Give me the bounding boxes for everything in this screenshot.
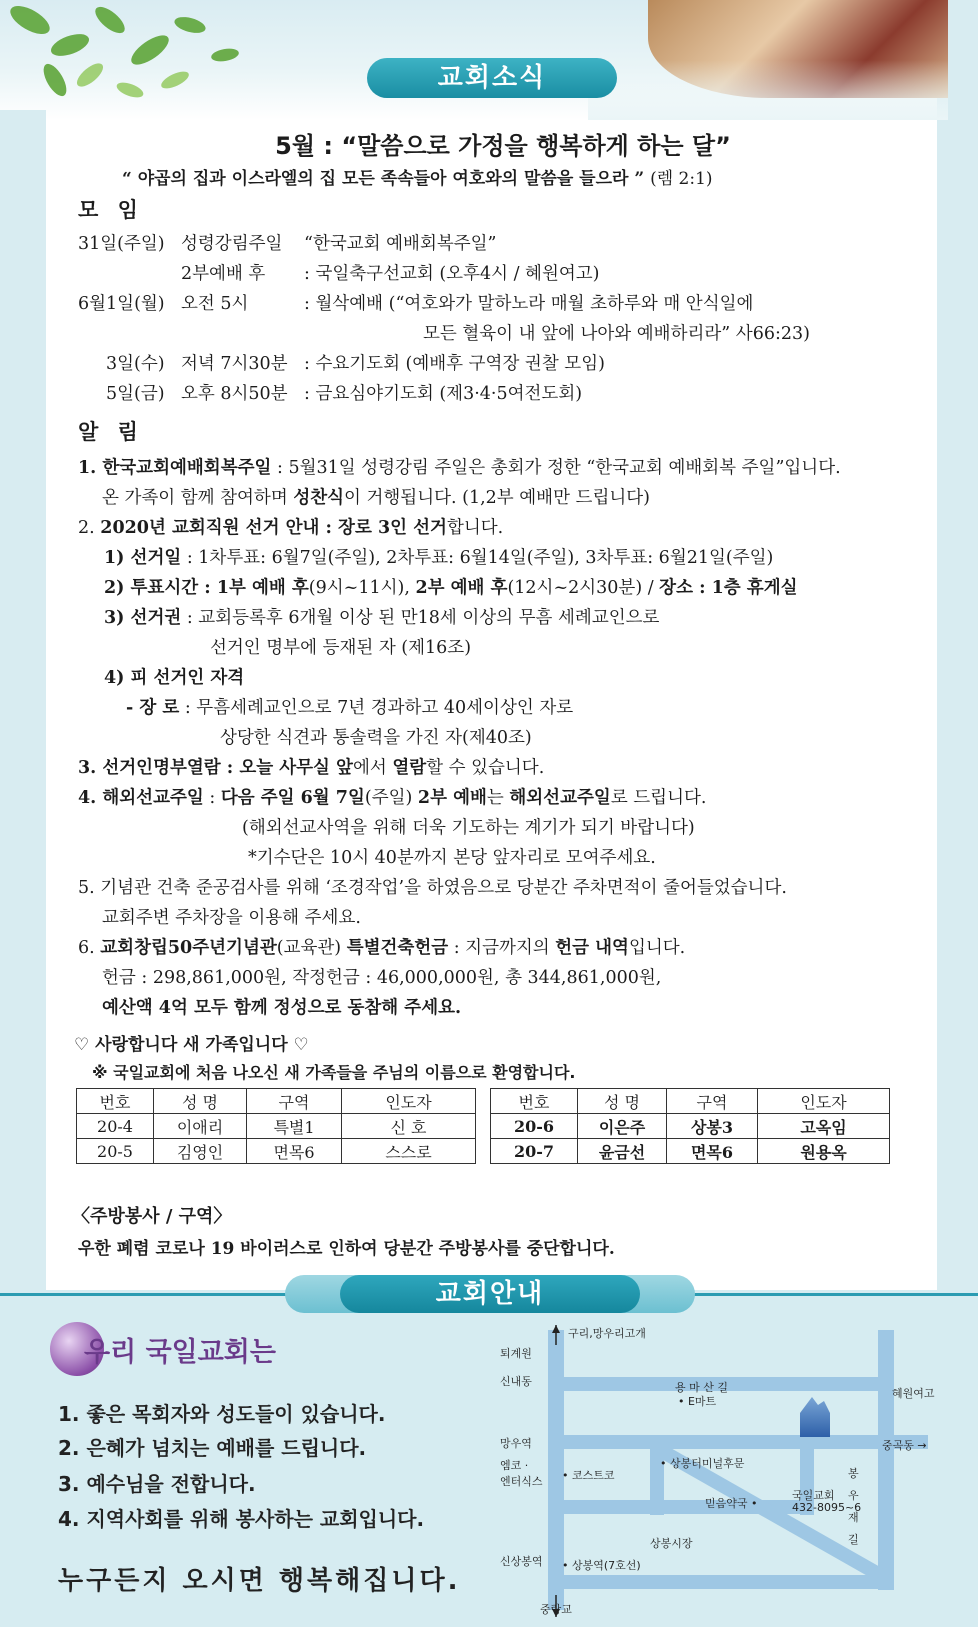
- notice-text: (주일): [364, 788, 418, 808]
- table-cell: 특별1: [247, 1114, 342, 1139]
- notice-6c: 예산액 4억 모두 함께 정성으로 동참해 주세요.: [102, 998, 462, 1018]
- notice-2-4a: [126, 694, 573, 719]
- meeting-time: 오전 5시: [181, 294, 249, 314]
- notice-4: [78, 784, 706, 809]
- table-cell: 스스로: [342, 1139, 476, 1164]
- table-cell: 이애리: [154, 1114, 247, 1139]
- map-label: 상봉시장: [650, 1537, 693, 1550]
- table-row: [77, 1139, 476, 1164]
- notice-text: 는: [486, 788, 510, 808]
- table-cell: 이은주: [578, 1114, 667, 1139]
- header-cell: 성 명: [578, 1089, 667, 1114]
- meeting-desc: : 국일축구선교회 (오후4시 / 혜원여고): [304, 264, 600, 284]
- notice-text: 에서: [352, 758, 393, 778]
- notice-bold: 2020년 교회직원 선거 안내 : 장로 3인 선거: [100, 518, 447, 538]
- notice-6b: 헌금 : 298,861,000원, 작정헌금 : 46,000,000원, 총 344,861,000원,: [102, 968, 662, 988]
- notice-bold: 해외선교주일: [509, 788, 611, 808]
- meeting-time: 2부예배 후: [181, 264, 266, 284]
- table-cell: 20-5: [77, 1139, 154, 1164]
- notice-text: 할 수 있습니다.: [426, 758, 545, 778]
- leaves-decoration: [0, 0, 280, 110]
- meeting-desc: 모든 혈육이 내 앞에 나아와 예배하리라” 사66:23): [423, 324, 810, 344]
- map-label: 신내동: [500, 1375, 532, 1388]
- intro-item: 4. 지역사회를 위해 봉사하는 교회입니다.: [58, 1507, 425, 1531]
- notice-2-2: [104, 574, 798, 599]
- kitchen-heading: 〈주방봉사 / 구역〉: [72, 1206, 232, 1227]
- notice-6: [78, 934, 685, 959]
- notice-bold: 2부 예배: [417, 788, 487, 808]
- notice-bold: 1. 한국교회예배회복주일: [78, 458, 272, 478]
- map-label: 혜원여고: [892, 1387, 935, 1400]
- map-label: 용 마 산 길: [675, 1381, 728, 1394]
- notice-text: 로 드립니다.: [610, 788, 707, 808]
- notice-bold: 다음 주일 6월 7일: [220, 788, 365, 808]
- meeting-time: 저녁 7시30분: [181, 354, 288, 374]
- map-label: • 상봉역(7호선): [562, 1559, 641, 1572]
- notice-text: : 지금까지의: [448, 938, 556, 958]
- map-label: 엠코 · 엔터식스: [500, 1459, 543, 1488]
- notice-bold: 3. 선거인명부열람 : 오늘 사무실 앞: [78, 758, 353, 778]
- table-cell: 김영인: [154, 1139, 247, 1164]
- header-cell: 번호: [77, 1089, 154, 1114]
- notice-1b: [102, 484, 650, 509]
- map-label: 퇴계원: [500, 1347, 532, 1360]
- map-label: • E마트: [678, 1395, 717, 1408]
- notice-text: (12시~2시30분) /: [507, 578, 660, 598]
- notice-text: 입니다.: [628, 938, 686, 958]
- notice-text: : 무흠세례교인으로 7년 경과하고 40세이상인 자로: [179, 698, 574, 718]
- notice-text: : 교회등록후 6개월 이상 된 만18세 이상의 무흠 세례교인으로: [181, 608, 660, 628]
- table-header-row: [491, 1089, 890, 1114]
- meetings-heading: 모 임: [78, 198, 144, 222]
- newcomers-heading: ♡ 사랑합니다 새 가족입니다 ♡: [74, 1035, 309, 1055]
- meeting-date: 6월1일(월): [78, 294, 165, 314]
- notice-bold: 3) 선거권: [104, 608, 182, 628]
- map-label: 구리,망우리고개: [568, 1327, 646, 1340]
- kitchen-text: 우한 폐렴 코로나 19 바이러스로 인하여 당분간 주방봉사를 중단합니다.: [78, 1239, 615, 1259]
- intro-item: 2. 은혜가 넘치는 예배를 드립니다.: [58, 1436, 367, 1460]
- notice-text: 합니다.: [446, 518, 504, 538]
- notice-bold: 열람: [392, 758, 427, 778]
- notice-bold: 2) 투표시간 : 1부 예배 후: [104, 578, 309, 598]
- map-label: • 상봉터미널후문: [660, 1457, 745, 1470]
- notice-text: 이 거행됩니다. (1,2부 예배만 드립니다): [344, 488, 650, 508]
- header-cell: 인도자: [342, 1089, 476, 1114]
- notice-text: :: [203, 788, 221, 808]
- notice-5: 5. 기념관 건축 준공검사를 위해 ‘조경작업’을 하였음으로 당분간 주차면적이 줄어들었습니다.: [78, 878, 787, 898]
- table-row: [491, 1114, 890, 1139]
- location-map: [500, 1325, 945, 1620]
- meeting-desc: : 수요기도회 (예배후 구역장 권찰 모임): [304, 354, 605, 374]
- table-row: [491, 1139, 890, 1164]
- notice-bold: - 장 로: [126, 698, 180, 718]
- table-header-row: [77, 1089, 476, 1114]
- notice-1: [78, 454, 841, 479]
- left-border: [0, 110, 46, 1290]
- notice-bold: 성찬식: [293, 488, 345, 508]
- notice-4c: *기수단은 10시 40분까지 본당 앞자리로 모여주세요.: [248, 848, 656, 868]
- meeting-desc: “한국교회 예배회복주일”: [304, 234, 497, 254]
- notice-bold: 특별건축헌금: [346, 938, 449, 958]
- meeting-date: 31일(주일): [78, 234, 165, 254]
- table-cell: 20-7: [491, 1139, 578, 1164]
- verse-ref: (렘 2:1): [650, 169, 713, 189]
- notice-2-1: [104, 544, 773, 569]
- verse-text: “ 야곱의 집과 이스라엘의 집 모든 족속들아 여호와의 말씀을 들으라 ”: [122, 169, 645, 189]
- table-cell: 면목6: [667, 1139, 758, 1164]
- notice-text: 6.: [78, 938, 101, 958]
- photo-fade: [588, 60, 948, 120]
- map-label: 믿음약국 •: [705, 1497, 758, 1510]
- notice-2-4: 4) 피 선거인 자격: [104, 668, 245, 688]
- meeting-desc: : 월삭예배 (“여호와가 말하노라 매월 초하루와 매 안식일에: [304, 294, 754, 314]
- notice-text: (교육관): [276, 938, 347, 958]
- notice-bold: 2부 예배 후: [415, 578, 508, 598]
- meeting-date: 3일(수): [106, 354, 165, 374]
- map-label: 망우역: [500, 1437, 532, 1450]
- notice-bold: 1) 선거일: [104, 548, 182, 568]
- header-cell: 번호: [491, 1089, 578, 1114]
- table-cell: 20-6: [491, 1114, 578, 1139]
- newcomers-table-left: [76, 1088, 476, 1164]
- map-label: 중랑교: [540, 1603, 572, 1616]
- notice-3: [78, 754, 544, 779]
- map-label: 국일교회: [792, 1489, 835, 1502]
- table-cell: 윤금선: [578, 1139, 667, 1164]
- meeting-time: 성령강림주일: [181, 234, 283, 254]
- notice-text: (9시~11시),: [308, 578, 416, 598]
- section-title-info: 교회안내: [340, 1275, 640, 1313]
- header-cell: 인도자: [758, 1089, 890, 1114]
- table-cell: 신 호: [342, 1114, 476, 1139]
- table-cell: 상봉3: [667, 1114, 758, 1139]
- notice-2-3: [104, 604, 659, 629]
- intro-item: 1. 좋은 목회자와 성도들이 있습니다.: [58, 1402, 386, 1426]
- notice-bold: 4. 해외선교주일: [78, 788, 204, 808]
- month-title: 5월 : “말씀으로 가정을 행복하게 하는 달”: [275, 132, 731, 160]
- newcomers-table-right: [490, 1088, 890, 1164]
- meeting-time: 오후 8시50분: [181, 384, 288, 404]
- notices-heading: 알 림: [78, 420, 144, 444]
- map-label: • 코스트코: [562, 1469, 615, 1482]
- notice-bold: 장소 : 1층 휴게실: [659, 578, 798, 598]
- table-cell: 고옥임: [758, 1114, 890, 1139]
- notice-text: : 1차투표: 6월7일(주일), 2차투표: 6월14일(주일), 3차투표: 6월21일(주일): [181, 548, 774, 568]
- notice-bold: 교회창립50주년기념관: [100, 938, 277, 958]
- notice-bold: 헌금 내역: [555, 938, 629, 958]
- map-label: 신상봉역: [500, 1555, 543, 1568]
- intro-item: 3. 예수님을 전합니다.: [58, 1472, 256, 1496]
- table-cell: 20-4: [77, 1114, 154, 1139]
- header-cell: 성 명: [154, 1089, 247, 1114]
- slogan: 누구든지 오시면 행복해집니다.: [58, 1566, 461, 1596]
- notice-2: [78, 514, 503, 539]
- table-row: [77, 1114, 476, 1139]
- map-label: 432-8095~6: [792, 1501, 862, 1514]
- right-border: [937, 0, 978, 1290]
- notice-text: : 5월31일 성령강림 주일은 총회가 정한 “한국교회 예배회복 주일”입니다.: [271, 458, 841, 478]
- newcomers-subtitle: ※ 국일교회에 처음 나오신 새 가족들을 주님의 이름으로 환영합니다.: [92, 1063, 576, 1082]
- map-label: 봉 우 재 길: [848, 1467, 859, 1546]
- map-label: 중곡동 →: [882, 1439, 927, 1452]
- notice-text: 온 가족이 함께 참여하며: [102, 488, 294, 508]
- notice-text: 2.: [78, 518, 101, 538]
- notice-5b: 교회주변 주차장을 이용해 주세요.: [102, 908, 361, 928]
- header-cell: 구역: [667, 1089, 758, 1114]
- section-title-news: 교회소식: [367, 58, 617, 98]
- table-cell: 면목6: [247, 1139, 342, 1164]
- intro-title: 우리 국일교회는: [84, 1337, 276, 1368]
- header-cell: 구역: [247, 1089, 342, 1114]
- month-verse: [122, 164, 713, 189]
- notice-2-4b: 상당한 식견과 통솔력을 가진 자(제40조): [220, 728, 532, 748]
- table-cell: 원용옥: [758, 1139, 890, 1164]
- notice-2-3b: 선거인 명부에 등재된 자 (제16조): [210, 638, 472, 658]
- notice-4b: (해외선교사역을 위해 더욱 기도하는 계기가 되기 바랍니다): [242, 818, 695, 838]
- meeting-date: 5일(금): [106, 384, 165, 404]
- meeting-desc: : 금요심야기도회 (제3·4·5여전도회): [304, 384, 583, 404]
